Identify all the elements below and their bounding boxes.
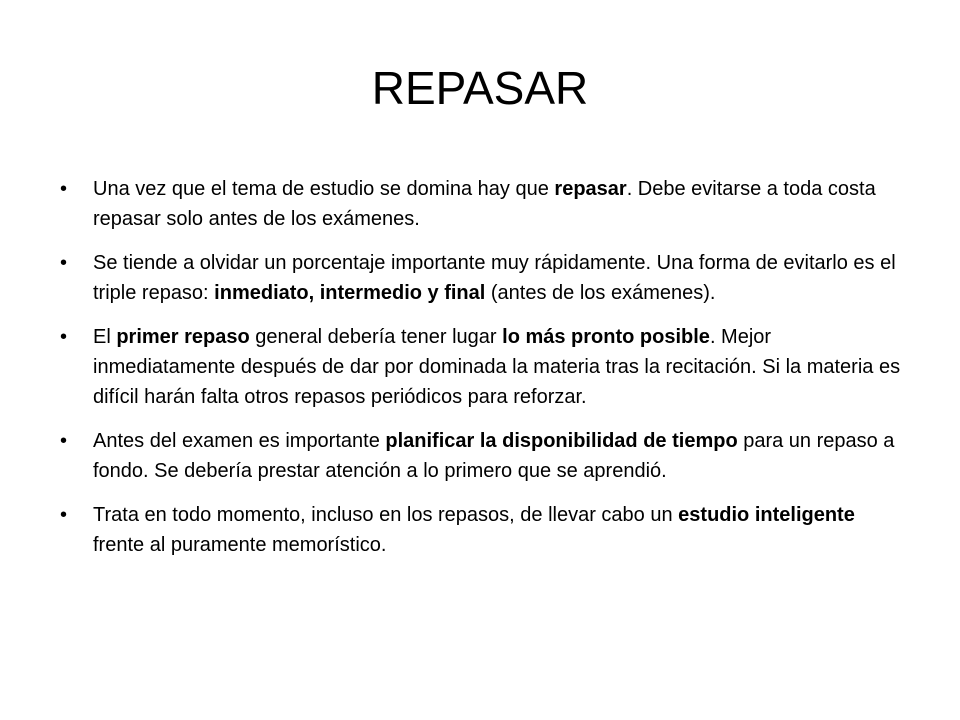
- bullet-text-segment: (antes de los exámenes).: [485, 282, 716, 304]
- bullet-emphasis: estudio inteligente: [678, 504, 855, 526]
- bullet-item: [60, 174, 905, 234]
- bullet-item: [60, 248, 905, 308]
- bullet-text-segment: Antes del examen es importante: [93, 430, 386, 452]
- bullet-item: [60, 426, 905, 486]
- bullet-text-segment: . Debe evitarse a toda costa repasar solo antes de los exámenes.: [93, 178, 876, 230]
- bullet-text: [93, 504, 855, 556]
- bullet-text-segment: El: [93, 326, 117, 348]
- bullet-text-segment: . Mejor inmediatamente después de dar por dominada la materia tras la recitación. Si la materia es difícil harán falta otros repasos periódicos para reforzar.: [93, 326, 901, 408]
- bullet-emphasis: planificar la disponibilidad de tiempo: [385, 430, 738, 452]
- bullet-marker: •: [60, 504, 68, 526]
- bullet-item: [60, 500, 905, 560]
- bullet-text: [93, 178, 876, 230]
- bullet-emphasis: repasar: [554, 178, 627, 200]
- bullet-emphasis: lo más pronto posible: [502, 326, 710, 348]
- bullet-text-segment: Trata en todo momento, incluso en los repasos, de llevar cabo un: [93, 504, 679, 526]
- bullet-marker: •: [60, 430, 68, 452]
- bullet-item: [60, 322, 905, 412]
- bullet-emphasis: inmediato, intermedio y final: [214, 282, 486, 304]
- bullet-marker: •: [60, 326, 68, 348]
- slide-title: REPASAR: [371, 62, 589, 114]
- bullet-marker: •: [60, 178, 68, 200]
- bullet-text-segment: Una vez que el tema de estudio se domina hay que: [93, 178, 555, 200]
- bullet-text: [93, 430, 894, 482]
- bullet-text-segment: para un repaso a fondo. Se debería prestar atención a lo primero que se aprendió.: [93, 430, 895, 482]
- bullet-emphasis: primer repaso: [116, 326, 250, 348]
- bullet-text-segment: general debería tener lugar: [249, 326, 503, 348]
- bullet-text-segment: frente al puramente memorístico.: [93, 534, 387, 556]
- bullet-text: [93, 326, 900, 408]
- bullet-marker: •: [60, 252, 68, 274]
- bullet-text: [93, 252, 896, 304]
- bullet-list: [60, 174, 905, 574]
- bullet-text-segment: Se tiende a olvidar un porcentaje importante muy rápidamente. Una forma de evitarlo es el triple repaso:: [93, 252, 896, 304]
